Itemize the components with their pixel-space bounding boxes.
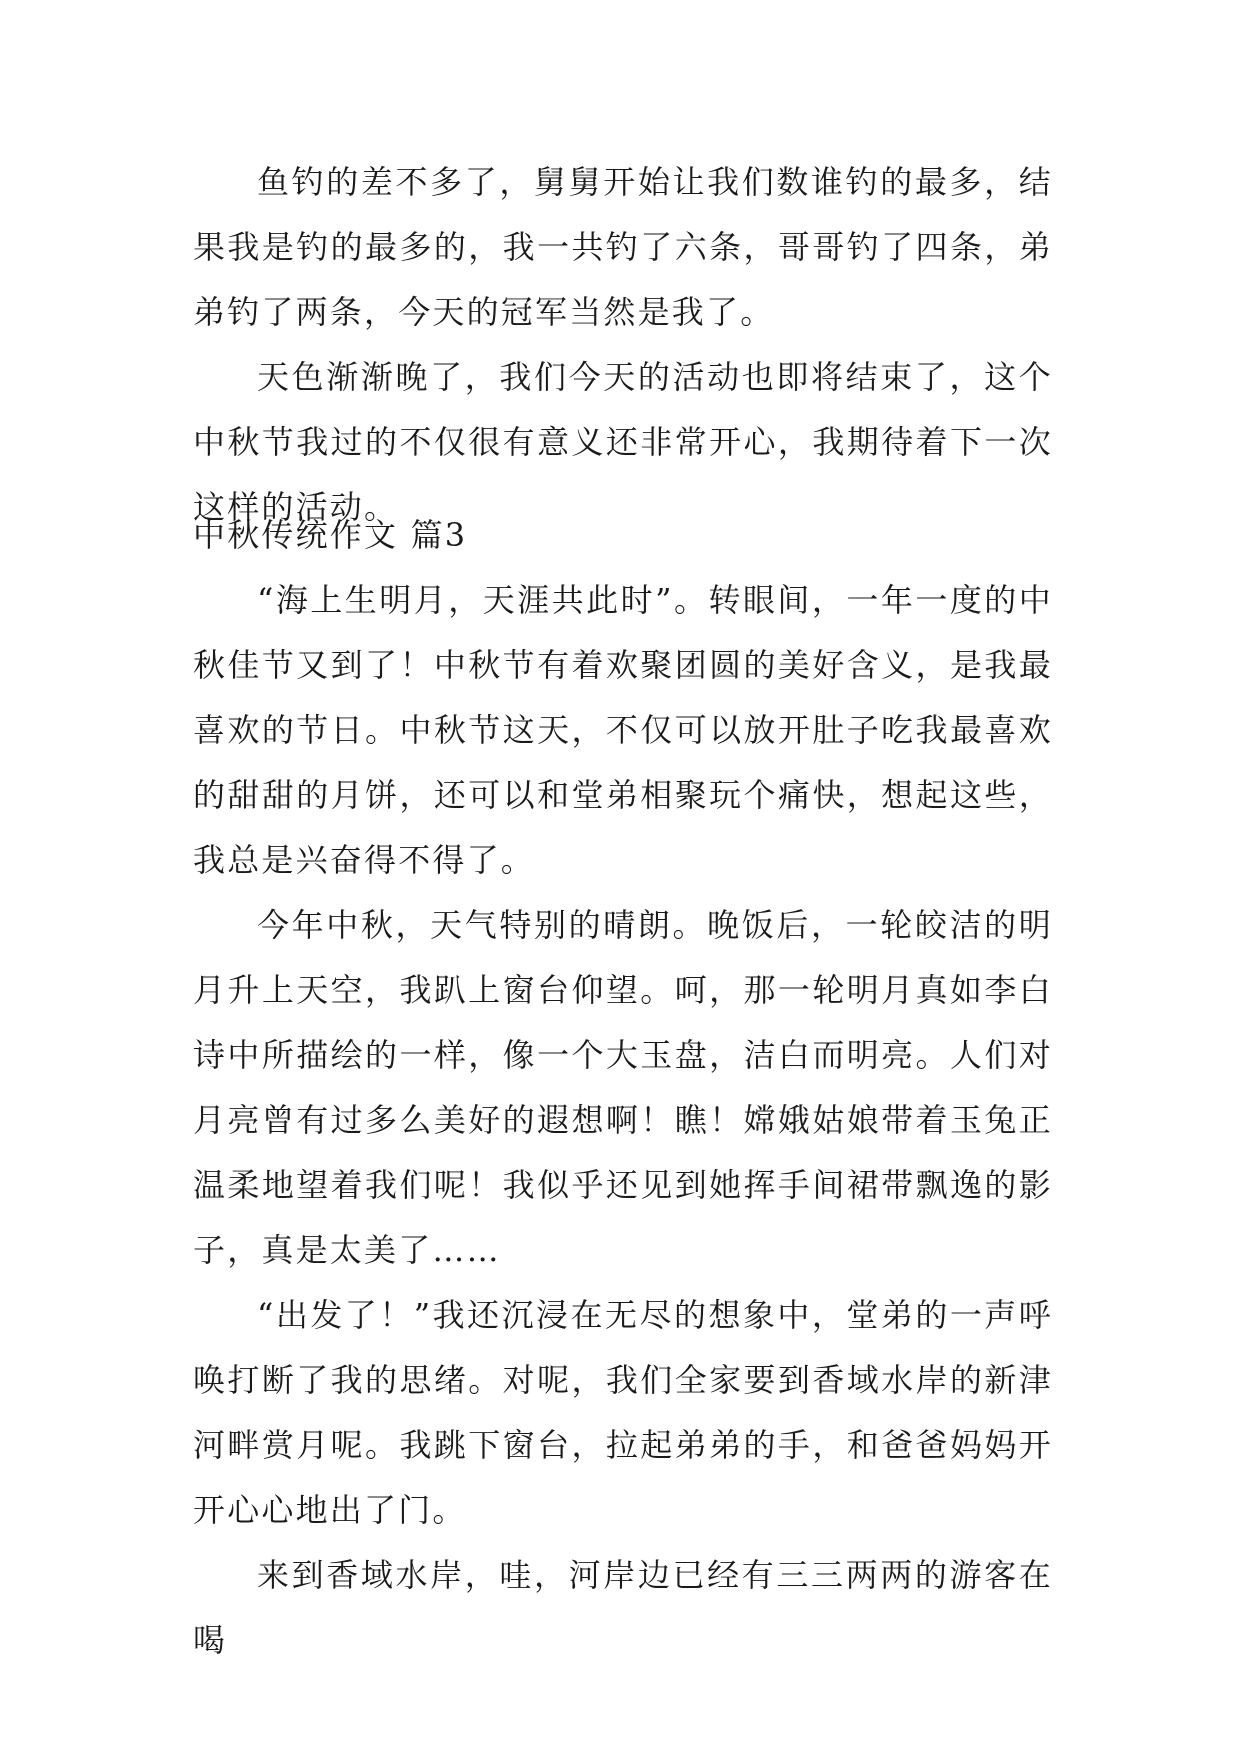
essay-section-3	[193, 503, 1053, 1673]
paragraph-intro: “海上生明月，天涯共此时”。转眼间，一年一度的中秋佳节又到了！中秋节有着欢聚团圆的美好含义，是我最喜欢的节日。中秋节这天，不仅可以放开肚子吃我最喜欢的甜甜的月饼，还可以和堂弟相聚玩个痛快，想起这些，我总是兴奋得不得了。	[193, 581, 1053, 879]
paragraph-riverside: 来到香域水岸，哇，河岸边已经有三三两两的游客在喝	[193, 1556, 1053, 1659]
paragraph-moon: 今年中秋，天气特别的晴朗。晚饭后，一轮皎洁的明月升上天空，我趴上窗台仰望。呵，那一轮明月真如李白诗中所描绘的一样，像一个大玉盘，洁白而明亮。人们对月亮曾有过多么美好的遐想啊！瞧！嫦娥姑娘带着玉兔正温柔地望着我们呢！我似乎还见到她挥手间裙带飘逸的影子，真是太美了……	[193, 906, 1053, 1269]
paragraph-fishing-result: 鱼钓的差不多了，舅舅开始让我们数谁钓的最多，结果我是钓的最多的，我一共钓了六条，哥哥钓了四条，弟弟钓了两条，今天的冠军当然是我了。	[193, 163, 1053, 331]
essay-continuation	[193, 150, 1053, 540]
section-heading: 中秋传统作文 篇3	[193, 516, 468, 554]
paragraph-departure: “出发了！”我还沉浸在无尽的想象中，堂弟的一声呼唤打断了我的思绪。对呢，我们全家要到香域水岸的新津河畔赏月呢。我跳下窗台，拉起弟弟的手，和爸爸妈妈开开心心地出了门。	[193, 1296, 1053, 1529]
paragraph-evening-end: 天色渐渐晚了，我们今天的活动也即将结束了，这个中秋节我过的不仅很有意义还非常开心，我期待着下一次这样的活动。	[193, 358, 1053, 526]
